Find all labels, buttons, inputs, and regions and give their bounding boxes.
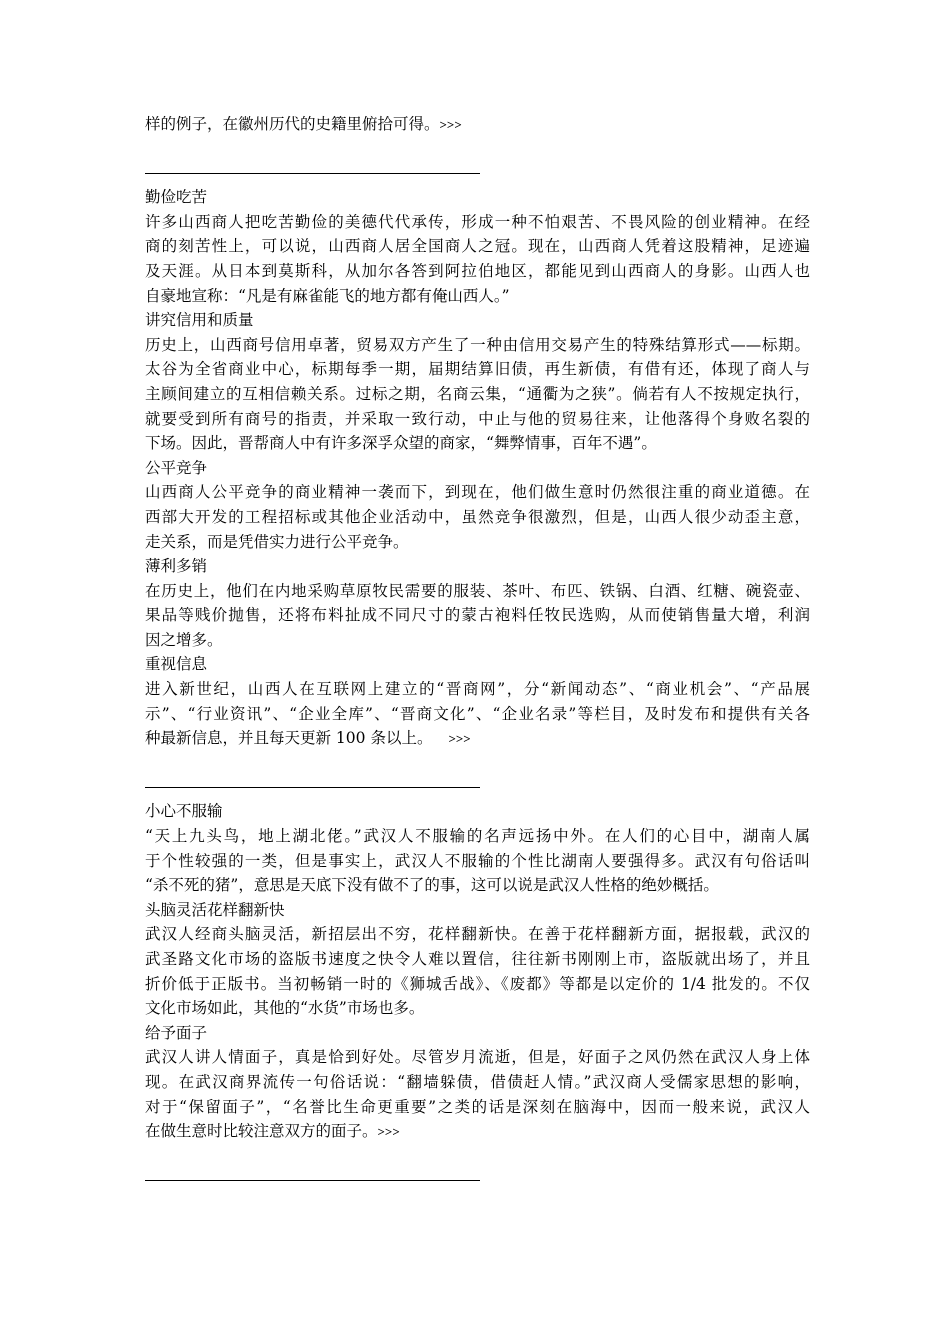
paragraph-line: 在历史上，他们在内地采购草原牧民需要的服装、茶叶、布匹、铁锅、白酒、红糖、碗瓷壶、 — [145, 581, 810, 600]
section-heading: 重视信息 — [145, 655, 208, 674]
paragraph-text: 种最新信息，并且每天更新 100 条以上。 — [145, 729, 433, 748]
paragraph-line: 主顾间建立的互相信赖关系。过标之期，名商云集，“通衢为之狭”。倘若有人不按规定执行， — [145, 384, 810, 403]
paragraph-text: 在做生意时比较注意双方的面子。 — [145, 1122, 378, 1141]
paragraph-line: 因之增多。 — [145, 630, 223, 649]
section-heading: 薄利多销 — [145, 557, 208, 576]
section-divider — [145, 1180, 480, 1181]
wuhan-section — [145, 799, 810, 1143]
paragraph-line: 商的刻苦性上，可以说，山西商人居全国商人之冠。现在，山西商人凭着这股精神，足迹遍 — [145, 237, 810, 256]
paragraph-line: 自豪地宣称：“凡是有麻雀能飞的地方都有俺山西人。” — [145, 286, 510, 305]
spacer — [145, 1144, 810, 1169]
paragraph-line: 进入新世纪，山西人在互联网上建立的“晋商网”，分“新闻动态”、“商业机会”、“产品展 — [145, 680, 810, 699]
paragraph-line: 于个性较强的一类，但是事实上，武汉人不服输的个性比湖南人要强得多。武汉有句俗话叫 — [145, 851, 810, 870]
spacer — [145, 751, 810, 776]
intro-line — [145, 112, 810, 137]
paragraph-line: 示”、“行业资讯”、“企业全库”、“晋商文化”、“企业名录”等栏目，及时发布和提供有关各 — [145, 704, 810, 723]
section-heading: 给予面子 — [145, 1023, 208, 1042]
document-page — [145, 112, 810, 1192]
more-link[interactable]: >>> — [439, 117, 462, 132]
section-heading: 讲究信用和质量 — [145, 311, 254, 330]
paragraph-line: 西部大开发的工程招标或其他企业活动中，虽然竞争很激烈，但是，山西人很少动歪主意， — [145, 507, 810, 526]
paragraph-line: 山西商人公平竞争的商业精神一袭而下，到现在，他们做生意时仍然很注重的商业道德。在 — [145, 483, 810, 502]
paragraph-line: 及天涯。从日本到莫斯科，从加尔各答到阿拉伯地区，都能见到山西商人的身影。山西人也 — [145, 261, 810, 280]
paragraph-line: “杀不死的猪”，意思是天底下没有做不了的事，这可以说是武汉人性格的绝妙概括。 — [145, 876, 719, 895]
paragraph-line: 对于“保留面子”，“名誉比生命更重要”之类的话是深刻在脑海中，因而一般来说，武汉人 — [145, 1097, 810, 1116]
intro-text: 样的例子，在徽州历代的史籍里俯拾可得。 — [145, 115, 440, 133]
section-divider — [145, 787, 480, 788]
paragraph-line: 武汉人讲人情面子，真是恰到好处。尽管岁月流逝，但是，好面子之风仍然在武汉人身上体 — [145, 1048, 810, 1067]
paragraph-line: 走关系，而是凭借实力进行公平竞争。 — [145, 532, 409, 551]
paragraph-line: 武汉人经商头脑灵活，新招层出不穷，花样翻新快。在善于花样翻新方面，据报载，武汉的 — [145, 925, 810, 944]
paragraph-line: 历史上，山西商号信用卓著，贸易双方产生了一种由信用交易产生的特殊结算形式——标期。 — [145, 335, 810, 354]
paragraph-line — [145, 1119, 810, 1144]
section-heading: 头脑灵活花样翻新快 — [145, 900, 285, 919]
paragraph-line: 许多山西商人把吃苦勤俭的美德代代承传，形成一种不怕艰苦、不畏风险的创业精神。在经 — [145, 212, 810, 231]
shanxi-section — [145, 185, 810, 751]
paragraph-line: 武圣路文化市场的盗版书速度之快令人难以置信，往往新书刚刚上市，盗版就出场了，并且 — [145, 950, 810, 968]
paragraph-line: 果品等贱价抛售，还将布料扯成不同尺寸的蒙古袍料任牧民选购，从而使销售量大增，利润 — [145, 606, 810, 625]
section-heading: 勤俭吃苦 — [145, 188, 208, 207]
paragraph-line: “天上九头鸟，地上湖北佬。”武汉人不服输的名声远扬中外。在人们的心目中，湖南人属 — [145, 827, 810, 846]
section-heading: 小心不服输 — [145, 802, 223, 821]
paragraph-line: 就要受到所有商号的指责，并采取一致行动，中止与他的贸易往来，让他落得个身败名裂的 — [145, 409, 810, 428]
paragraph-line: 文化市场如此，其他的“水货”市场也多。 — [145, 999, 425, 1018]
paragraph-line: 现。在武汉商界流传一句俗话说：“翻墙躲债，借债赶人情。”武汉商人受儒家思想的影响， — [145, 1072, 810, 1091]
section-divider — [145, 173, 480, 174]
more-link[interactable]: >>> — [377, 1124, 400, 1140]
more-link[interactable]: >>> — [448, 731, 471, 747]
paragraph-line — [145, 726, 810, 751]
paragraph-line: 太谷为全省商业中心，标期每季一期，届期结算旧债，再生新债，有借有还，体现了商人与 — [145, 360, 810, 379]
section-heading: 公平竞争 — [145, 458, 208, 477]
spacer — [145, 137, 810, 162]
paragraph-line: 折价低于正版书。当初畅销一时的《狮城舌战》、《废都》等都是以定价的 1/4 批发的。不仅 — [145, 974, 810, 993]
paragraph-line: 下场。因此，晋帮商人中有许多深孚众望的商家，“舞弊情事，百年不遇”。 — [145, 434, 657, 453]
